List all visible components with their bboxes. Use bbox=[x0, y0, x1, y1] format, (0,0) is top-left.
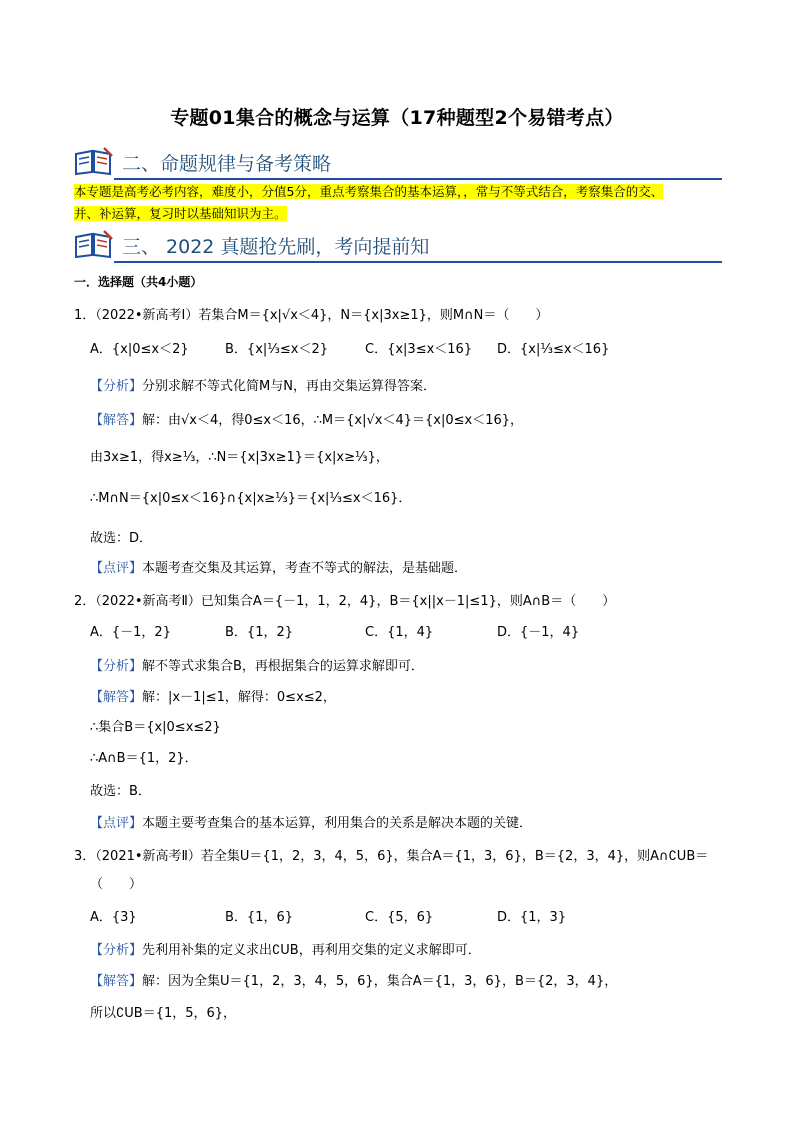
analysis-text: 先利用补集的定义求出∁UB，再利用交集的定义求解即可． bbox=[142, 943, 481, 958]
part-heading: 一．选择题（共4小题） bbox=[74, 275, 203, 289]
solution-tag: 【解答】 bbox=[90, 413, 143, 428]
option-c: C．{1，4} bbox=[365, 625, 434, 640]
option-b: B．{x|⅓≤x＜2} bbox=[225, 342, 328, 357]
analysis-text: 分别求解不等式化简M与N，再由交集运算得答案． bbox=[142, 379, 436, 394]
solution-tag: 【解答】 bbox=[90, 974, 143, 989]
option-c: C．{5，6} bbox=[365, 910, 434, 925]
highlight-paragraph bbox=[74, 181, 722, 225]
solution-line: 解：|x－1|≤1，解得：0≤x≤2， bbox=[142, 690, 336, 705]
solution-line: ∴集合B＝{x|0≤x≤2} bbox=[90, 720, 221, 735]
option-a: A．{3} bbox=[90, 910, 137, 925]
section-header-exam bbox=[74, 229, 722, 263]
solution bbox=[90, 409, 523, 428]
option-b: B．{1，6} bbox=[225, 910, 294, 925]
analysis-tag: 【分析】 bbox=[90, 659, 143, 674]
open-book-icon bbox=[74, 229, 114, 259]
divider bbox=[114, 178, 722, 180]
section-title: 二、命题规律与备考策略 bbox=[122, 153, 332, 175]
answer-choice: 故选：B． bbox=[90, 784, 151, 799]
analysis-tag: 【分析】 bbox=[90, 379, 143, 394]
highlight-line-1: 本专题是高考必考内容，难度小，分值5分，重点考察集合的基本运算，，常与不等式结合，考察集合的交、 bbox=[74, 184, 664, 199]
solution-line: 由3x≥1，得x≥⅓，∴N＝{x|3x≥1}＝{x|x≥⅓}， bbox=[90, 450, 389, 465]
solution-tag: 【解答】 bbox=[90, 690, 143, 705]
option-c: C．{x|3≤x＜16} bbox=[365, 342, 473, 357]
answer-choice: 故选：D． bbox=[90, 531, 153, 546]
analysis bbox=[90, 375, 436, 394]
option-a: A．{－1，2} bbox=[90, 625, 171, 640]
section-header-strategy bbox=[74, 146, 722, 180]
solution bbox=[90, 970, 617, 989]
analysis-tag: 【分析】 bbox=[90, 943, 143, 958]
divider bbox=[114, 261, 722, 263]
analysis bbox=[90, 655, 424, 674]
comment-tag: 【点评】 bbox=[90, 816, 143, 831]
solution-line: 解：因为全集U＝{1，2，3，4，5，6}，集合A＝{1，3，6}，B＝{2，3，4}， bbox=[142, 974, 618, 989]
solution-line: 所以∁UB＝{1，5，6}， bbox=[90, 1006, 237, 1021]
comment-text: 本题主要考查集合的基本运算，利用集合的关系是解决本题的关键． bbox=[142, 816, 533, 831]
question-stem-cont: （ ） bbox=[90, 877, 143, 892]
comment bbox=[90, 557, 467, 576]
analysis bbox=[90, 939, 481, 958]
analysis-text: 解不等式求集合B，再根据集合的运算求解即可． bbox=[142, 659, 424, 674]
question-stem: 1．（2022•新高考Ⅰ）若集合M＝{x|√x＜4}，N＝{x|3x≥1}，则M∩N＝（ ） bbox=[74, 308, 549, 323]
solution-line: ∴A∩B＝{1，2}． bbox=[90, 751, 198, 766]
option-d: D．{1，3} bbox=[497, 910, 567, 925]
question-stem: 3．（2021•新高考Ⅱ）若全集U＝{1，2，3，4，5，6}，集合A＝{1，3，6}，B＝{2，3，4}，则A∩∁UB＝ bbox=[74, 849, 709, 864]
option-b: B．{1，2} bbox=[225, 625, 294, 640]
comment-text: 本题考查交集及其运算，考查不等式的解法，是基础题． bbox=[142, 561, 468, 576]
question-stem: 2．（2022•新高考Ⅱ）已知集合A＝{－1，1，2，4}，B＝{x||x－1|≤1}，则A∩B＝（ ） bbox=[74, 594, 616, 609]
page-title: 专题01集合的概念与运算（17种题型2个易错考点） bbox=[170, 107, 624, 129]
open-book-icon bbox=[74, 146, 114, 176]
comment-tag: 【点评】 bbox=[90, 561, 143, 576]
solution-line: 解：由√x＜4，得0≤x＜16，∴M＝{x|√x＜4}＝{x|0≤x＜16}， bbox=[142, 413, 524, 428]
option-a: A．{x|0≤x＜2} bbox=[90, 342, 189, 357]
highlight-line-2: 并、补运算，复习时以基础知识为主。 bbox=[74, 206, 287, 221]
solution bbox=[90, 686, 336, 705]
comment bbox=[90, 812, 532, 831]
option-d: D．{－1，4} bbox=[497, 625, 580, 640]
section-title: 三、 2022 真题抢先刷，考向提前知 bbox=[122, 236, 430, 258]
option-d: D．{x|⅓≤x＜16} bbox=[497, 342, 610, 357]
solution-line: ∴M∩N＝{x|0≤x＜16}∩{x|x≥⅓}＝{x|⅓≤x＜16}． bbox=[90, 491, 412, 506]
